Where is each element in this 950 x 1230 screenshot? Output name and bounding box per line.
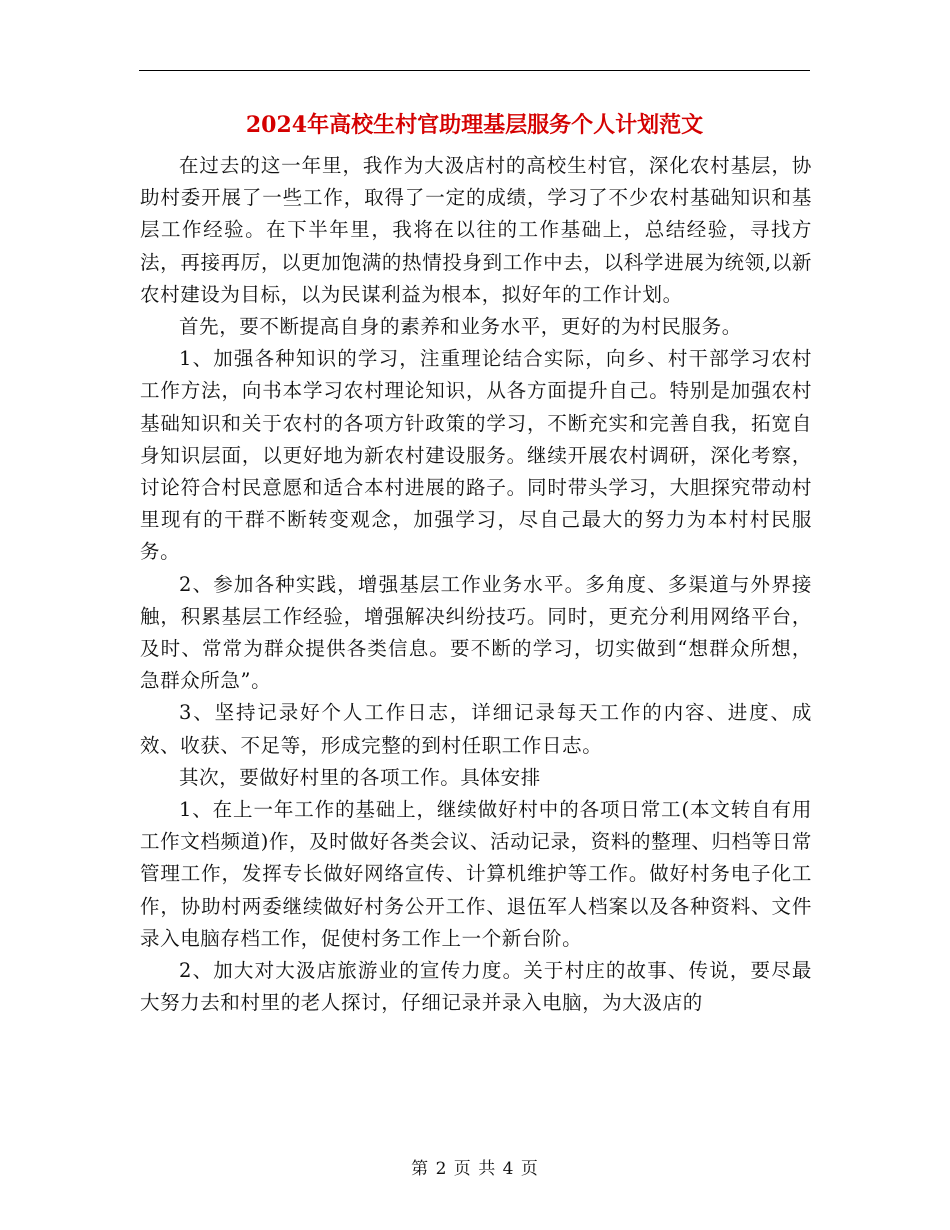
paragraph-item-2-tourism: 2、加大对大汲店旅游业的宣传力度。关于村庄的故事、传说，要尽最大努力去和村里的老人探讨，仔细记录并录入电脑，为大汲店的	[140, 959, 812, 1015]
document-title: 2024年高校生村官助理基层服务个人计划范文	[245, 112, 704, 138]
paragraph-item-1-study: 1、加强各种知识的学习，注重理论结合实际，向乡、村干部学习农村工作方法，向书本学习农村理论知识，从各方面提升自己。特别是加强农村基础知识和关于农村的各项方针政策的学习，不断充实和完善自我，拓宽自身知识层面，以更好地为新农村建设服务。继续开展农村调研，深化考察，讨论符合村民意愿和适合本村进展的路子。同时带头学习，大胆探究带动村里现有的干群不断转变观念，加强学习，尽自己最大的努力为本村村民服务。	[140, 347, 812, 564]
paragraph-second-heading: 其次，要做好村里的各项工作。具体安排	[179, 765, 541, 789]
paragraph-item-3-journal: 3、坚持记录好个人工作日志，详细记录每天工作的内容、进度、成效、收获、不足等，形成完整的到村任职工作日志。	[140, 701, 812, 757]
paragraph-intro: 在过去的这一年里，我作为大汲店村的高校生村官，深化农村基层，协助村委开展了一些工作，取得了一定的成绩，学习了不少农村基础知识和基层工作经验。在下半年里，我将在以往的工作基础上，总结经验，寻找方法，再接再厉，以更加饱满的热情投身到工作中去，以科学进展为统领,以新农村建设为目标，以为民谋利益为根本，拟好年的工作计划。	[140, 154, 812, 306]
paragraph-first-heading: 首先，要不断提高自身的素养和业务水平，更好的为村民服务。	[179, 315, 742, 339]
header-rule	[139, 70, 810, 71]
paragraph-item-2-practice: 2、参加各种实践，增强基层工作业务水平。多角度、多渠道与外界接触，积累基层工作经验，增强解决纠纷技巧。同时，更充分利用网络平台，及时、常常为群众提供各类信息。要不断的学习，切实做到“想群众所想，急群众所急”。	[140, 572, 812, 693]
document-body	[140, 150, 812, 1019]
page-number: 第 2 页 共 4 页	[411, 1159, 539, 1179]
paragraph-item-1-daily-work: 1、在上一年工作的基础上，继续做好村中的各项日常工(本文转自有用工作文档频道)作，及时做好各类会议、活动记录，资料的整理、归档等日常管理工作，发挥专长做好网络宣传、计算机维护等工作。做好村务电子化工作，协助村两委继续做好村务公开工作、退伍军人档案以及各种资料、文件录入电脑存档工作，促使村务工作上一个新台阶。	[140, 798, 812, 950]
